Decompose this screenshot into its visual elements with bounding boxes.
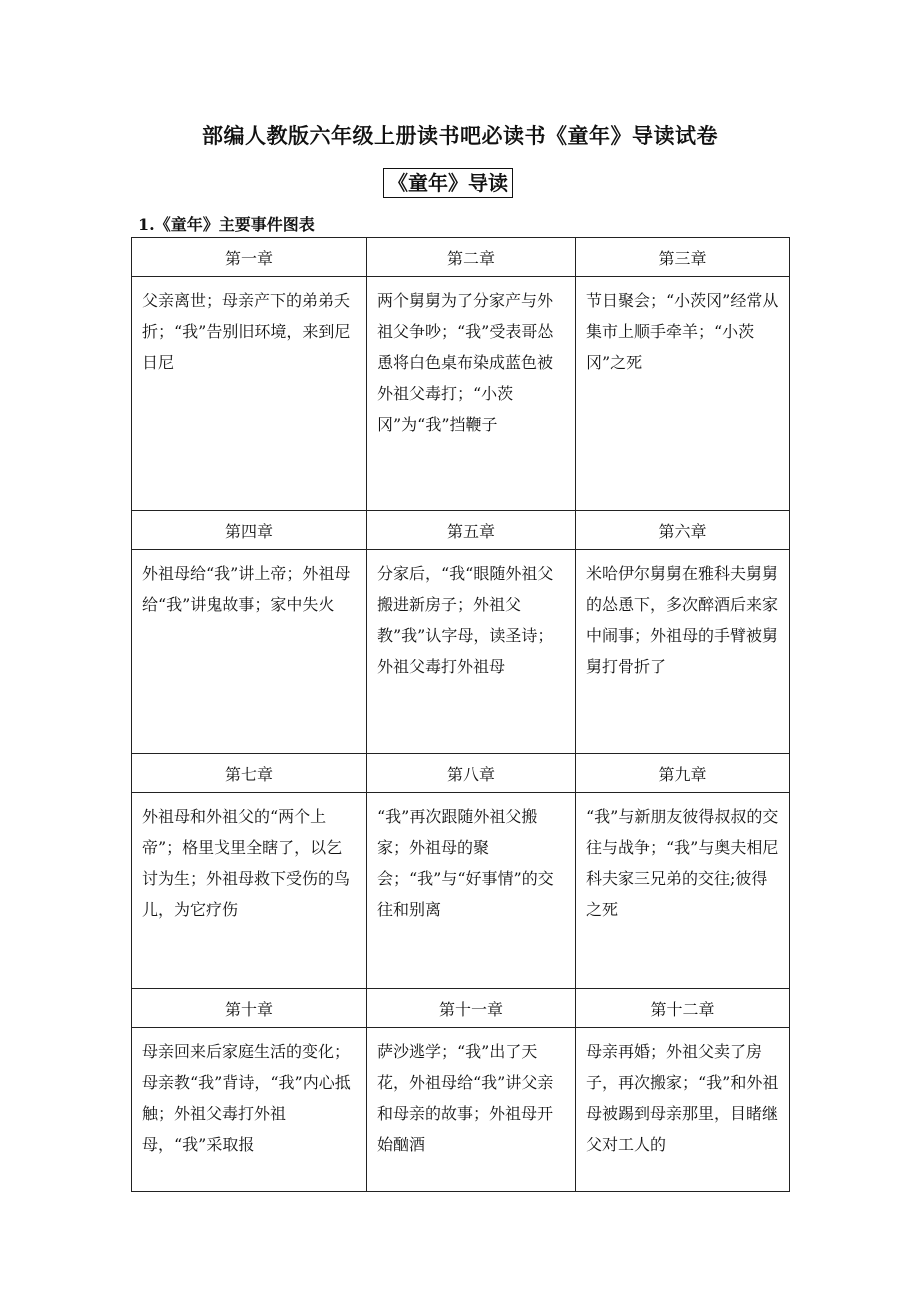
event-cell: 外祖母和外祖父的“两个上帝”；格里戈里全瞎了，以乞讨为生；外祖母救下受伤的鸟儿，为它疗伤	[132, 793, 367, 989]
chapter-header-row	[132, 238, 790, 277]
events-row	[132, 793, 790, 989]
events-row	[132, 277, 790, 511]
chapter-header-cell: 第八章	[367, 754, 576, 793]
chapter-header-row	[132, 511, 790, 550]
events-row	[132, 1028, 790, 1192]
event-cell: 萨沙逃学；“我”出了天花，外祖母给“我”讲父亲和母亲的故事；外祖母开始酗酒	[367, 1028, 576, 1192]
chapter-header-row	[132, 989, 790, 1028]
chapter-header-cell: 第四章	[132, 511, 367, 550]
document-title: 部编人教版六年级上册读书吧必读书《童年》导读试卷	[202, 123, 718, 148]
chapter-header-cell: 第六章	[576, 511, 790, 550]
chapter-header-cell: 第三章	[576, 238, 790, 277]
chapter-header-cell: 第七章	[132, 754, 367, 793]
chapter-header-cell: 第十章	[132, 989, 367, 1028]
events-row	[132, 550, 790, 754]
chapter-header-row	[132, 754, 790, 793]
event-cell: 母亲回来后家庭生活的变化；母亲教“我”背诗，“我”内心抵触；外祖父毒打外祖母，“我”采取报	[132, 1028, 367, 1192]
chapter-header-cell: 第九章	[576, 754, 790, 793]
chapter-header-cell: 第十一章	[367, 989, 576, 1028]
chapter-header-cell: 第二章	[367, 238, 576, 277]
event-cell: 节日聚会；“小茨冈”经常从集市上顺手牵羊；“小茨冈”之死	[576, 277, 790, 511]
section-heading: 1.《童年》主要事件图表	[138, 215, 315, 234]
event-cell: 父亲离世；母亲产下的弟弟夭折；“我”告别旧环境，来到尼日尼	[132, 277, 367, 511]
boxed-subtitle: 《童年》导读	[383, 168, 513, 198]
chapter-header-cell: 第一章	[132, 238, 367, 277]
events-table	[131, 237, 790, 1192]
event-cell: 母亲再婚；外祖父卖了房子，再次搬家；“我”和外祖母被踢到母亲那里，目睹继父对工人的	[576, 1028, 790, 1192]
event-cell: “我”再次跟随外祖父搬家；外祖母的聚会；“我”与“好事情”的交往和别离	[367, 793, 576, 989]
event-cell: 外祖母给“我”讲上帝；外祖母给“我”讲鬼故事；家中失火	[132, 550, 367, 754]
event-cell: “我”与新朋友彼得叔叔的交往与战争；“我”与奥夫相尼科夫家三兄弟的交往;彼得之死	[576, 793, 790, 989]
event-cell: 分家后，“我“眼随外祖父搬进新房子；外祖父教”我”认字母，读圣诗；外祖父毒打外祖母	[367, 550, 576, 754]
chapter-header-cell: 第五章	[367, 511, 576, 550]
chapter-header-cell: 第十二章	[576, 989, 790, 1028]
event-cell: 米哈伊尔舅舅在雅科夫舅舅的怂恿下，多次醉酒后来家中闹事；外祖母的手臂被舅舅打骨折了	[576, 550, 790, 754]
event-cell: 两个舅舅为了分家产与外祖父争吵；“我”受表哥怂恿将白色桌布染成蓝色被外祖父毒打；“小茨冈”为“我”挡鞭子	[367, 277, 576, 511]
